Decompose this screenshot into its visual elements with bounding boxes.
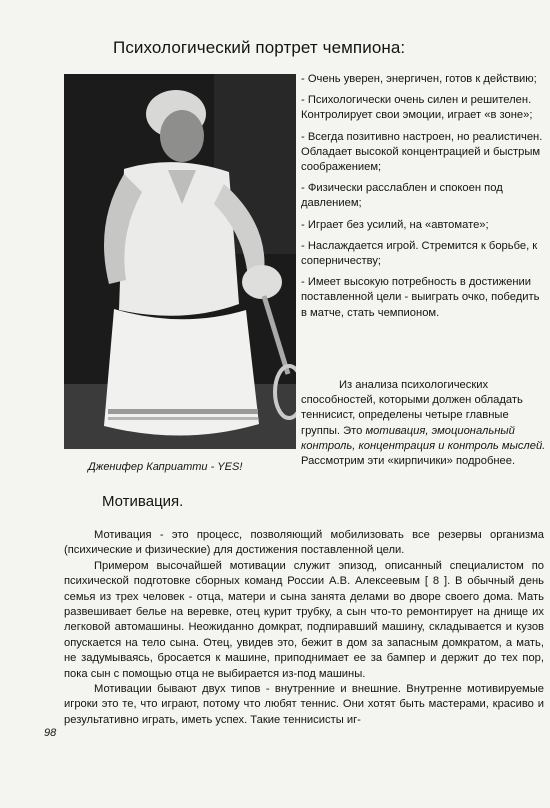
page-number: 98 bbox=[44, 727, 57, 739]
trait-item: - Имеет высокую потребность в достижении поставленной цели - выиграть очко, победить в матче, стать чемпионом. bbox=[301, 276, 540, 319]
trait-item: - Физически расслаблен и спокоен под давлением; bbox=[301, 182, 503, 210]
intro-tail: Рассмотрим эти «кирпичики» подробнее. bbox=[301, 455, 516, 468]
trait-item: - Психологически очень силен и решителен. Контролирует свои эмоции, играет «в зоне»; bbox=[301, 94, 533, 122]
champion-traits-list bbox=[301, 72, 546, 327]
trait-item: - Всегда позитивно настроен, но реалистичен. Обладает высокой концентрацией и быстрым соображением; bbox=[301, 130, 543, 174]
body-paragraph: Мотивации бывают двух типов - внутренние и внешние. Внутренне мотивируемые игроки это те, что играют, потому что любят теннис. Они хотят быть мастерами, красиво и результативно играть, иметь успех. Такие теннисисты иг- bbox=[64, 683, 544, 726]
player-photo bbox=[64, 74, 296, 449]
trait-item: - Очень уверен, энергичен, готов к действию; bbox=[301, 73, 537, 85]
intro-lead: Из анализа психологических способностей, которыми должен обладать теннисист, определены четыре главные группы. Это bbox=[301, 379, 523, 437]
trait-item: - Наслаждается игрой. Стремится к борьбе, к соперничеству; bbox=[301, 239, 538, 268]
trait-item: - Играет без усилий, на «автомате»; bbox=[301, 218, 489, 231]
psychological-groups-intro bbox=[301, 378, 546, 469]
player-photo-illustration bbox=[64, 74, 296, 449]
intro-emphasis: мотивация, эмоциональный контроль, концентрация и контроль мыслей. bbox=[301, 424, 546, 452]
section-heading: Мотивация. bbox=[102, 493, 184, 510]
section-body bbox=[64, 528, 544, 728]
photo-caption: Дженифер Каприатти - YES! bbox=[88, 461, 243, 473]
page-title: Психологический портрет чемпиона: bbox=[113, 38, 406, 57]
body-paragraph: Мотивация - это процесс, позволяющий мобилизовать все резервы организма (психические и физические) для достижения поставленной цели. bbox=[64, 529, 544, 557]
body-paragraph: Примером высочайшей мотивации служит эпизод, описанный специалистом по психической подготовке сборных команд России А.В. Алексеевым [ 8 ]. В обычный день семья из трех человек - отца, матери и сына занята делами во дворе своего дома. Мать развешивает белье на веревке, отец курит трубку, а сын что-то ремонтирует на днище их легковой автомашины. Неожиданно домкрат, подпиравший машину, складывается и кузов опускается на тело сына. Отец, увидев это, бежит в дом за запасным домкратом, а мать, не задумываясь, бросается к машине, приподнимает ее за бампер и держит до тех пор, пока сын с помощью отца не выбирается из-под машины. bbox=[64, 559, 544, 680]
